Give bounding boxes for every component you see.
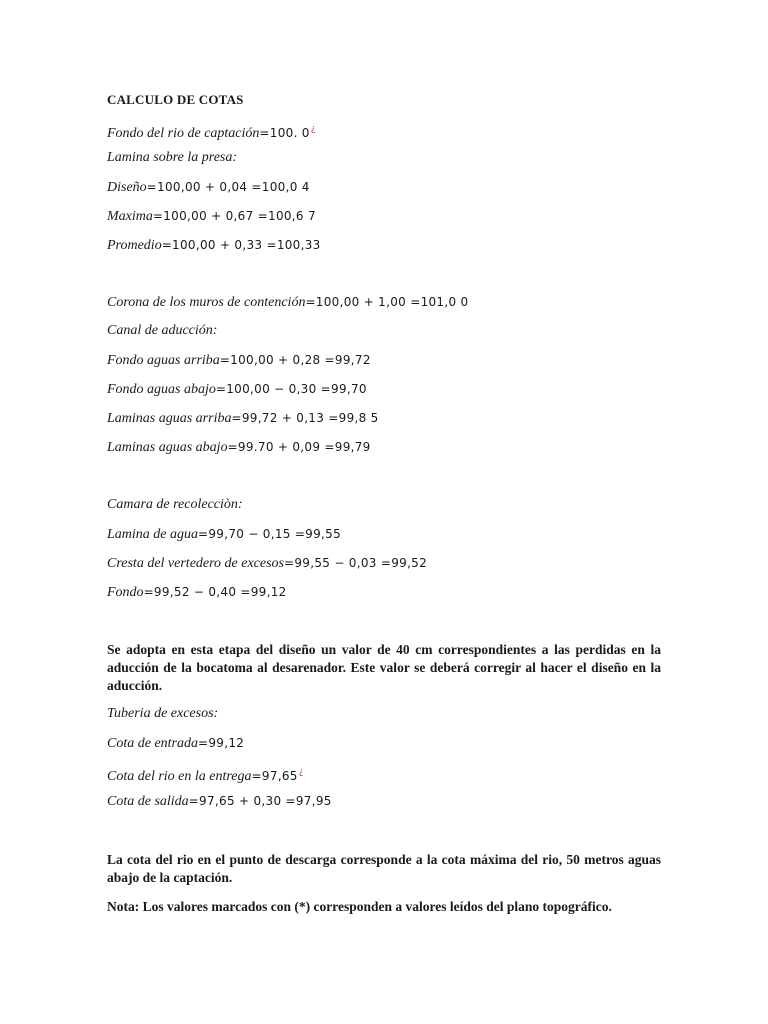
equation-line <box>107 150 237 166</box>
equation-line <box>107 555 427 572</box>
equation-line <box>107 208 316 225</box>
equation-value: =100,00 + 0,04 =100,0 4 <box>146 180 310 194</box>
equation-value: =97,65 <box>251 769 298 783</box>
equation-line <box>107 439 371 456</box>
equation-line <box>107 764 304 785</box>
equation-label: Corona de los muros de contención <box>107 295 306 310</box>
equation-value: =99,12 <box>198 736 245 750</box>
equation-value: =100. 0 <box>259 126 310 140</box>
equation-value: =99,55 − 0,03 =99,52 <box>284 556 428 570</box>
equation-value: =99.70 + 0,09 =99,79 <box>227 440 371 454</box>
equation-value: =100,00 − 0,30 =99,70 <box>215 382 367 396</box>
equation-line <box>107 323 218 339</box>
body-paragraph: Se adopta en esta etapa del diseño un valor de 40 cm correspondientes a las perdidas en la aducción de la bocatoma al desarenador. Este valor se deberá corregir al hacer el diseño en la aducción. <box>107 642 661 693</box>
equation-label: Lamina sobre la presa <box>107 150 233 165</box>
equation-label: Fondo aguas abajo <box>107 382 216 397</box>
equation-value: : <box>212 323 218 338</box>
equation-line <box>107 179 310 196</box>
equation-line <box>107 706 219 722</box>
equation-value: : <box>213 706 219 721</box>
equation-value: =97,65 + 0,30 =97,95 <box>188 794 332 808</box>
equation-label: Laminas aguas abajo <box>107 440 228 455</box>
equation-line <box>107 381 367 398</box>
equation-line <box>107 793 332 810</box>
note-paragraph: Nota: Los valores marcados con (*) corresponden a valores leídos del plano topográfico. <box>107 899 612 914</box>
equation-label: Cota de salida <box>107 794 189 809</box>
equation-label: Tuberia de excesos <box>107 706 214 721</box>
equation-line <box>107 497 243 513</box>
equation-value: =100,00 + 1,00 =101,0 0 <box>305 295 469 309</box>
equation-label: Fondo <box>107 585 144 600</box>
document-title: CALCULO DE COTAS <box>107 92 244 107</box>
equation-line <box>107 410 379 427</box>
equation-line <box>107 735 244 752</box>
equation-label: Canal de aducción <box>107 323 213 338</box>
equation-value: =99,52 − 0,40 =99,12 <box>143 585 287 599</box>
equation-label: Camara de recolecciòn <box>107 497 238 512</box>
equation-line <box>107 294 468 311</box>
equation-value: =99,72 + 0,13 =99,8 5 <box>231 411 379 425</box>
body-paragraph: La cota del rio en el punto de descarga corresponde a la cota máxima del rio, 50 metros aguas abajo de la captación. <box>107 852 661 885</box>
equation-label: Promedio <box>107 238 162 253</box>
equation-line <box>107 352 371 369</box>
equation-label: Cota de entrada <box>107 736 198 751</box>
equation-label: Fondo aguas arriba <box>107 353 220 368</box>
equation-label: Diseño <box>107 180 147 195</box>
equation-value: =100,00 + 0,67 =100,6 7 <box>152 209 316 223</box>
equation-label: Cota del rio en la entrega <box>107 769 252 784</box>
equation-value: =100,00 + 0,28 =99,72 <box>219 353 371 367</box>
question-mark-glyph: ¿ <box>298 767 304 777</box>
equation-line <box>107 584 287 601</box>
equation-label: Laminas aguas arriba <box>107 411 232 426</box>
equation-label: Maxima <box>107 209 153 224</box>
equation-value: =100,00 + 0,33 =100,33 <box>161 238 321 252</box>
equation-line <box>107 526 341 543</box>
equation-label: Fondo del rio de captación <box>107 126 260 141</box>
equation-value: =99,70 − 0,15 =99,55 <box>198 527 342 541</box>
equation-label: Lamina de agua <box>107 527 198 542</box>
equation-line <box>107 121 316 142</box>
equation-value: : <box>237 497 243 512</box>
equation-line <box>107 237 321 254</box>
equation-label: Cresta del vertedero de excesos <box>107 556 285 571</box>
question-mark-glyph: ¿ <box>310 124 316 134</box>
equation-value: : <box>232 150 238 165</box>
